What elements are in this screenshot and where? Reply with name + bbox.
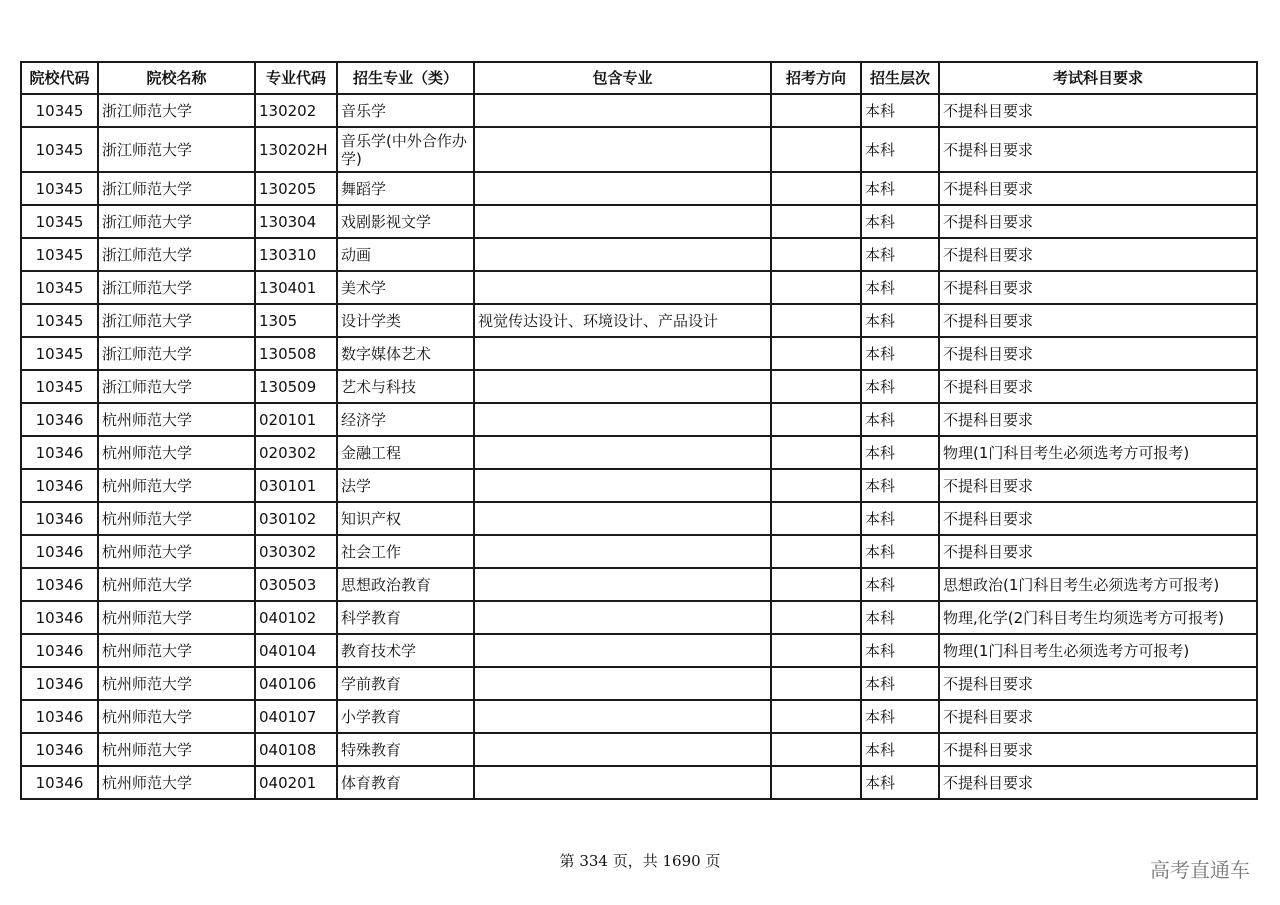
- cell-major: 音乐学: [337, 94, 474, 127]
- cell-major: 经济学: [337, 403, 474, 436]
- cell-school-name: 浙江师范大学: [98, 337, 255, 370]
- cell-included-majors: [474, 370, 771, 403]
- cell-major-code: 030102: [255, 502, 337, 535]
- cell-direction: [771, 634, 861, 667]
- cell-major-code: 130202: [255, 94, 337, 127]
- cell-level: 本科: [861, 370, 939, 403]
- cell-major-code: 020302: [255, 436, 337, 469]
- cell-level: 本科: [861, 172, 939, 205]
- cell-major: 设计学类: [337, 304, 474, 337]
- cell-level: 本科: [861, 127, 939, 172]
- header-direction: 招考方向: [771, 62, 861, 94]
- page-footer: 第 334 页，共 1690 页: [559, 852, 721, 870]
- cell-direction: [771, 94, 861, 127]
- cell-subject-requirement: 物理,化学(2门科目考生均须选考方可报考): [939, 601, 1257, 634]
- cell-major: 教育技术学: [337, 634, 474, 667]
- cell-major-code: 040107: [255, 700, 337, 733]
- cell-subject-requirement: 不提科目要求: [939, 766, 1257, 799]
- cell-direction: [771, 733, 861, 766]
- table-row: [21, 601, 1257, 634]
- cell-included-majors: 视觉传达设计、环境设计、产品设计: [474, 304, 771, 337]
- cell-included-majors: [474, 568, 771, 601]
- cell-school-name: 杭州师范大学: [98, 766, 255, 799]
- cell-school-name: 杭州师范大学: [98, 502, 255, 535]
- table-row: [21, 436, 1257, 469]
- cell-major: 戏剧影视文学: [337, 205, 474, 238]
- cell-subject-requirement: 不提科目要求: [939, 370, 1257, 403]
- cell-subject-requirement: 物理(1门科目考生必须选考方可报考): [939, 634, 1257, 667]
- cell-school-code: 10345: [21, 370, 98, 403]
- cell-major: 特殊教育: [337, 733, 474, 766]
- cell-direction: [771, 238, 861, 271]
- cell-direction: [771, 436, 861, 469]
- cell-included-majors: [474, 205, 771, 238]
- cell-level: 本科: [861, 535, 939, 568]
- cell-school-code: 10345: [21, 271, 98, 304]
- header-included-majors: 包含专业: [474, 62, 771, 94]
- cell-direction: [771, 271, 861, 304]
- cell-subject-requirement: 不提科目要求: [939, 94, 1257, 127]
- cell-major: 金融工程: [337, 436, 474, 469]
- cell-subject-requirement: 思想政治(1门科目考生必须选考方可报考): [939, 568, 1257, 601]
- cell-school-code: 10346: [21, 766, 98, 799]
- cell-direction: [771, 469, 861, 502]
- table-row: [21, 172, 1257, 205]
- cell-included-majors: [474, 601, 771, 634]
- cell-included-majors: [474, 127, 771, 172]
- cell-school-code: 10346: [21, 403, 98, 436]
- cell-major-code: 020101: [255, 403, 337, 436]
- cell-subject-requirement: 不提科目要求: [939, 337, 1257, 370]
- cell-school-name: 浙江师范大学: [98, 94, 255, 127]
- cell-level: 本科: [861, 403, 939, 436]
- cell-level: 本科: [861, 238, 939, 271]
- cell-included-majors: [474, 733, 771, 766]
- cell-level: 本科: [861, 667, 939, 700]
- cell-major-code: 040104: [255, 634, 337, 667]
- cell-subject-requirement: 不提科目要求: [939, 535, 1257, 568]
- cell-major-code: 030101: [255, 469, 337, 502]
- cell-level: 本科: [861, 634, 939, 667]
- cell-school-name: 杭州师范大学: [98, 469, 255, 502]
- cell-subject-requirement: 不提科目要求: [939, 403, 1257, 436]
- header-major-code: 专业代码: [255, 62, 337, 94]
- cell-school-name: 杭州师范大学: [98, 601, 255, 634]
- cell-major: 音乐学(中外合作办学): [337, 127, 474, 172]
- cell-level: 本科: [861, 304, 939, 337]
- cell-subject-requirement: 不提科目要求: [939, 733, 1257, 766]
- cell-major-code: 030503: [255, 568, 337, 601]
- cell-level: 本科: [861, 733, 939, 766]
- cell-major-code: 040102: [255, 601, 337, 634]
- table-row: [21, 403, 1257, 436]
- cell-school-code: 10346: [21, 733, 98, 766]
- cell-major-code: 130202H: [255, 127, 337, 172]
- cell-direction: [771, 172, 861, 205]
- cell-level: 本科: [861, 337, 939, 370]
- cell-included-majors: [474, 337, 771, 370]
- cell-school-name: 浙江师范大学: [98, 271, 255, 304]
- cell-major-code: 130304: [255, 205, 337, 238]
- cell-direction: [771, 568, 861, 601]
- cell-direction: [771, 667, 861, 700]
- cell-school-code: 10346: [21, 502, 98, 535]
- cell-subject-requirement: 不提科目要求: [939, 238, 1257, 271]
- cell-major-code: 040201: [255, 766, 337, 799]
- cell-school-code: 10345: [21, 172, 98, 205]
- header-row: [21, 62, 1257, 94]
- cell-major: 科学教育: [337, 601, 474, 634]
- table-row: [21, 271, 1257, 304]
- cell-school-code: 10346: [21, 436, 98, 469]
- cell-school-name: 杭州师范大学: [98, 568, 255, 601]
- cell-major: 社会工作: [337, 535, 474, 568]
- cell-level: 本科: [861, 568, 939, 601]
- cell-school-name: 浙江师范大学: [98, 370, 255, 403]
- cell-school-name: 浙江师范大学: [98, 172, 255, 205]
- cell-included-majors: [474, 700, 771, 733]
- cell-major-code: 1305: [255, 304, 337, 337]
- cell-included-majors: [474, 403, 771, 436]
- cell-school-name: 杭州师范大学: [98, 535, 255, 568]
- cell-direction: [771, 127, 861, 172]
- table-row: [21, 733, 1257, 766]
- cell-school-code: 10345: [21, 304, 98, 337]
- cell-subject-requirement: 不提科目要求: [939, 271, 1257, 304]
- cell-major-code: 030302: [255, 535, 337, 568]
- admissions-table: [20, 61, 1258, 800]
- cell-included-majors: [474, 271, 771, 304]
- cell-subject-requirement: 物理(1门科目考生必须选考方可报考): [939, 436, 1257, 469]
- table-row: [21, 634, 1257, 667]
- table-row: [21, 127, 1257, 172]
- cell-level: 本科: [861, 94, 939, 127]
- cell-subject-requirement: 不提科目要求: [939, 667, 1257, 700]
- table-row: [21, 370, 1257, 403]
- table-row: [21, 205, 1257, 238]
- cell-subject-requirement: 不提科目要求: [939, 502, 1257, 535]
- cell-school-code: 10346: [21, 601, 98, 634]
- cell-major-code: 130310: [255, 238, 337, 271]
- cell-major-code: 040106: [255, 667, 337, 700]
- cell-direction: [771, 601, 861, 634]
- table-row: [21, 337, 1257, 370]
- cell-school-name: 浙江师范大学: [98, 205, 255, 238]
- cell-subject-requirement: 不提科目要求: [939, 469, 1257, 502]
- cell-major-code: 130401: [255, 271, 337, 304]
- cell-included-majors: [474, 634, 771, 667]
- cell-subject-requirement: 不提科目要求: [939, 304, 1257, 337]
- cell-direction: [771, 535, 861, 568]
- cell-subject-requirement: 不提科目要求: [939, 205, 1257, 238]
- cell-subject-requirement: 不提科目要求: [939, 127, 1257, 172]
- cell-major: 艺术与科技: [337, 370, 474, 403]
- cell-included-majors: [474, 436, 771, 469]
- cell-included-majors: [474, 766, 771, 799]
- cell-direction: [771, 700, 861, 733]
- cell-direction: [771, 502, 861, 535]
- cell-included-majors: [474, 172, 771, 205]
- table-row: [21, 238, 1257, 271]
- cell-major: 小学教育: [337, 700, 474, 733]
- table-row: [21, 304, 1257, 337]
- header-major: 招生专业（类）: [337, 62, 474, 94]
- cell-major: 知识产权: [337, 502, 474, 535]
- cell-school-code: 10346: [21, 568, 98, 601]
- cell-direction: [771, 304, 861, 337]
- cell-included-majors: [474, 502, 771, 535]
- cell-included-majors: [474, 469, 771, 502]
- cell-major: 法学: [337, 469, 474, 502]
- cell-major-code: 130508: [255, 337, 337, 370]
- cell-subject-requirement: 不提科目要求: [939, 700, 1257, 733]
- cell-level: 本科: [861, 766, 939, 799]
- cell-level: 本科: [861, 469, 939, 502]
- cell-school-name: 浙江师范大学: [98, 304, 255, 337]
- cell-major: 学前教育: [337, 667, 474, 700]
- cell-school-code: 10345: [21, 238, 98, 271]
- table-row: [21, 469, 1257, 502]
- cell-direction: [771, 766, 861, 799]
- table-row: [21, 535, 1257, 568]
- cell-major-code: 130509: [255, 370, 337, 403]
- cell-school-code: 10346: [21, 634, 98, 667]
- table-row: [21, 667, 1257, 700]
- cell-school-name: 杭州师范大学: [98, 436, 255, 469]
- header-level: 招生层次: [861, 62, 939, 94]
- header-subject-requirement: 考试科目要求: [939, 62, 1257, 94]
- cell-direction: [771, 337, 861, 370]
- cell-level: 本科: [861, 205, 939, 238]
- cell-level: 本科: [861, 601, 939, 634]
- cell-major-code: 040108: [255, 733, 337, 766]
- cell-included-majors: [474, 667, 771, 700]
- cell-school-code: 10346: [21, 535, 98, 568]
- cell-major: 体育教育: [337, 766, 474, 799]
- table-row: [21, 94, 1257, 127]
- cell-school-code: 10345: [21, 337, 98, 370]
- cell-subject-requirement: 不提科目要求: [939, 172, 1257, 205]
- cell-level: 本科: [861, 436, 939, 469]
- table-row: [21, 700, 1257, 733]
- cell-direction: [771, 403, 861, 436]
- header-school-name: 院校名称: [98, 62, 255, 94]
- table-row: [21, 502, 1257, 535]
- cell-level: 本科: [861, 700, 939, 733]
- cell-major: 舞蹈学: [337, 172, 474, 205]
- cell-major: 动画: [337, 238, 474, 271]
- cell-school-code: 10345: [21, 94, 98, 127]
- table-row: [21, 766, 1257, 799]
- watermark: 高考直通车: [1150, 858, 1250, 882]
- cell-direction: [771, 370, 861, 403]
- cell-school-code: 10346: [21, 469, 98, 502]
- cell-school-code: 10346: [21, 700, 98, 733]
- table-row: [21, 568, 1257, 601]
- cell-included-majors: [474, 94, 771, 127]
- cell-school-code: 10345: [21, 127, 98, 172]
- cell-school-name: 杭州师范大学: [98, 634, 255, 667]
- header-school-code: 院校代码: [21, 62, 98, 94]
- cell-level: 本科: [861, 271, 939, 304]
- cell-school-name: 杭州师范大学: [98, 667, 255, 700]
- cell-direction: [771, 205, 861, 238]
- cell-included-majors: [474, 535, 771, 568]
- cell-school-name: 浙江师范大学: [98, 127, 255, 172]
- cell-school-name: 杭州师范大学: [98, 700, 255, 733]
- cell-major-code: 130205: [255, 172, 337, 205]
- cell-school-name: 杭州师范大学: [98, 403, 255, 436]
- cell-school-code: 10346: [21, 667, 98, 700]
- cell-level: 本科: [861, 502, 939, 535]
- cell-school-name: 杭州师范大学: [98, 733, 255, 766]
- cell-school-name: 浙江师范大学: [98, 238, 255, 271]
- cell-major: 思想政治教育: [337, 568, 474, 601]
- cell-major: 美术学: [337, 271, 474, 304]
- cell-included-majors: [474, 238, 771, 271]
- cell-major: 数字媒体艺术: [337, 337, 474, 370]
- cell-school-code: 10345: [21, 205, 98, 238]
